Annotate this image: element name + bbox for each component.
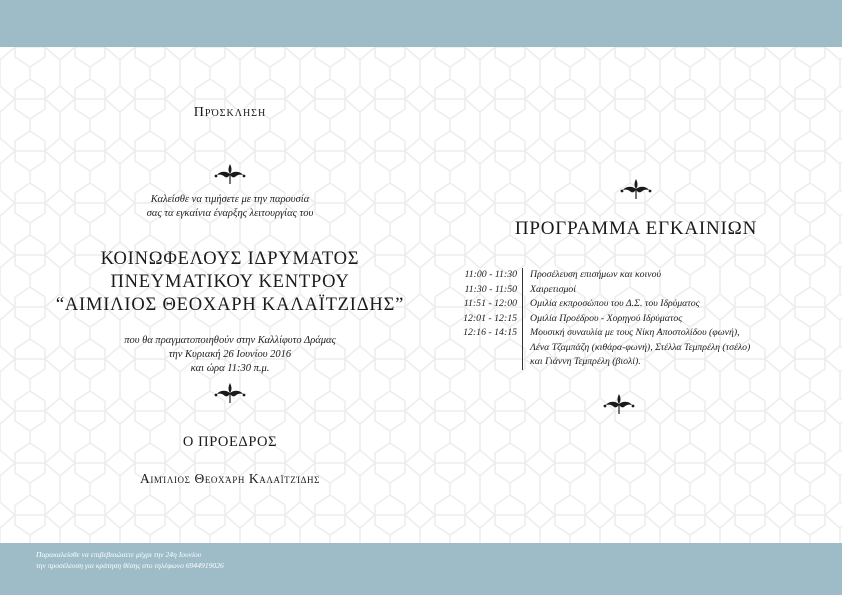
schedule-row [446,283,750,298]
schedule-row [446,312,750,327]
schedule-time: 11:30 - 11:50 [446,283,523,298]
schedule-activity: Ομιλία Προέδρου - Χορηγού Ιδρύματος [530,312,683,324]
foundation-name-line: “ΑΙΜΙΛΙΟΣ ΘΕΟΧΑΡΗ ΚΑΛΑΪΤΖΙΔΗΣ” [55,295,405,315]
event-details-line: που θα πραγματοποιηθούν στην Καλλίφυτο Δράμας [124,335,336,346]
invitation-panel [30,47,430,543]
foundation-name-line: ΠΝΕΥΜΑΤΙΚΟΥ ΚΕΝΤΡΟΥ [110,272,350,292]
signature-title: Ο ΠΡΟΕΔΡΟΣ [182,434,278,450]
schedule-time [446,355,523,370]
fleuron-ornament-icon [619,177,653,201]
schedule-activity: και Γιάννη Τεμπρέλη (βιολί). [530,356,641,367]
program-title: ΠΡΟΓΡΑΜΜΑ ΕΓΚΑΙΝΙΩΝ [514,218,758,239]
fleuron-ornament-icon [602,392,636,416]
fleuron-ornament-icon [213,381,247,405]
rsvp-note-line: την προσέλευση για κράτηση θέσης στο τηλέφωνο 6944919026 [36,561,224,570]
intro-line: Καλείσθε να τιμήσετε με την παρουσία [150,194,310,205]
event-details-line: την Κυριακή 26 Ιουνίου 2016 [168,349,292,360]
schedule-activity: Ομιλία εκπροσώπου του Δ.Σ. του Ιδρύματος [530,298,700,309]
schedule-time [446,341,523,356]
schedule-row [446,341,750,356]
event-details-line: και ώρα 11:30 π.μ. [190,363,270,374]
schedule-activity: Λένα Τζαμπάζη (κιθάρα-φωνή), Στέλλα Τεμπρέλη (τσέλο) [530,341,751,353]
schedule-time: 12:01 - 12:15 [446,312,523,327]
signature-name: Αιμίλιος Θεοχάρη Καλαϊτζίδης [139,471,320,486]
schedule-activity: Μουσική συναυλία με τους Νίκη Αποστολίδου (φωνή), [530,327,740,338]
schedule-time: 12:16 - 14:15 [446,326,523,341]
top-color-band [0,0,842,47]
program-panel [430,47,842,543]
schedule-time: 11:51 - 12:00 [446,297,523,312]
schedule-activity: Προσέλευση επισήμων και κοινού [530,269,662,280]
foundation-name-line: ΚΟΙΝΩΦΕΛΟΥΣ ΙΔΡΥΜΑΤΟΣ [100,249,360,269]
schedule-row [446,355,750,370]
schedule-row [446,326,750,341]
invitation-heading: Πρόσκληση [193,105,267,120]
fleuron-ornament-icon [213,162,247,186]
schedule-row [446,268,750,283]
rsvp-note [36,549,436,571]
intro-line: σας τα εγκαίνια έναρξης λειτουργίας του [146,208,314,219]
schedule-time: 11:00 - 11:30 [446,268,523,283]
program-schedule [446,268,750,370]
schedule-row [446,297,750,312]
schedule-activity: Χαιρετισμοί [530,283,577,295]
rsvp-note-line: Παρακαλείσθε να επιβεβαιώσετε μέχρι την 24η Ιουνίου [36,550,202,559]
